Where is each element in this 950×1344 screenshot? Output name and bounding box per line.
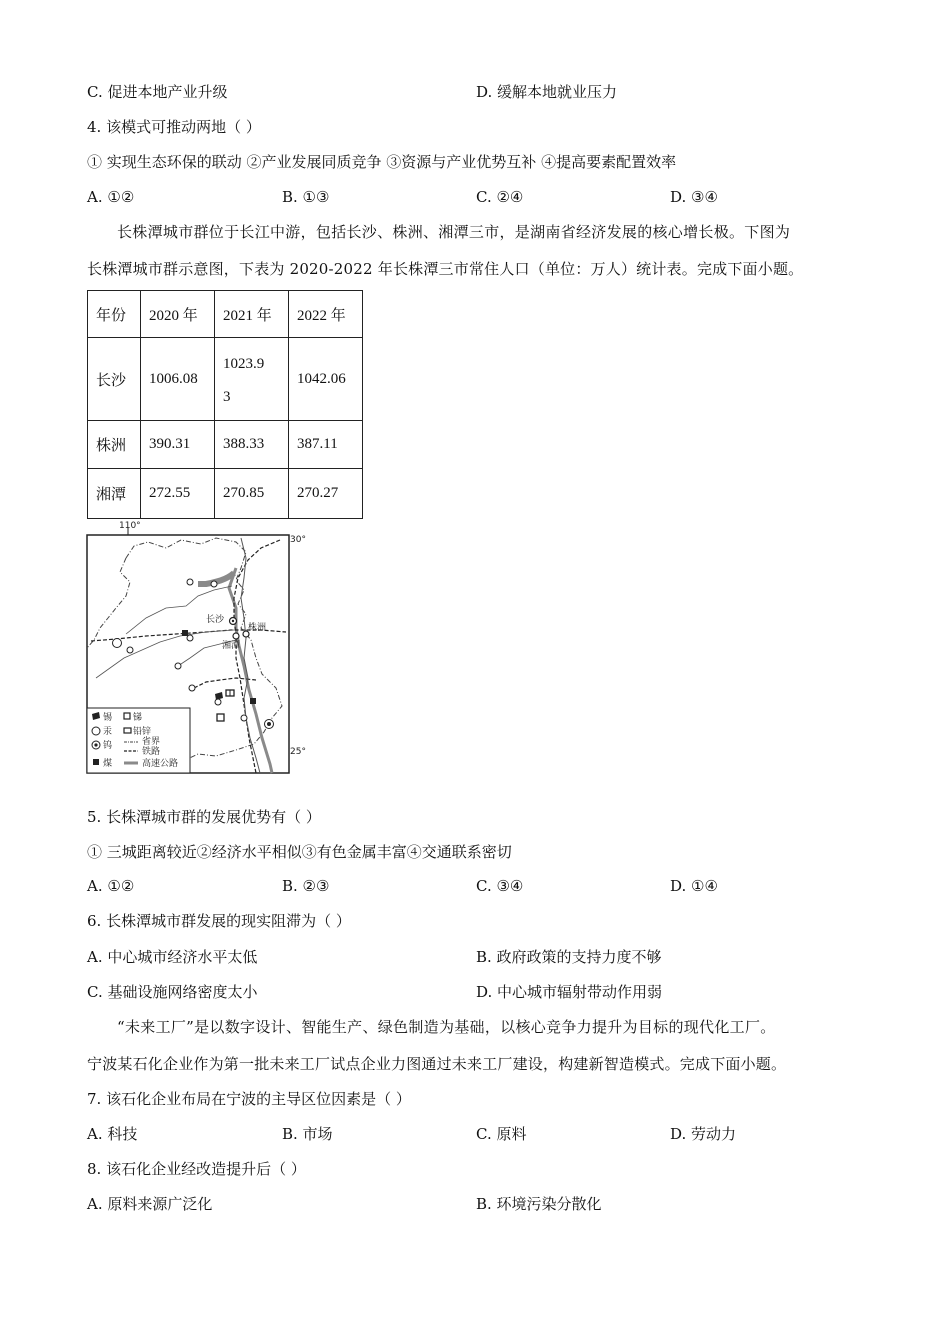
table-cell-part: 3 xyxy=(223,389,231,405)
legend-leadzinc: 铅锌 xyxy=(133,727,152,737)
table-row xyxy=(88,338,363,421)
table-cell-part: 1023.9 xyxy=(223,356,265,372)
table-cell-city: 长沙 xyxy=(88,338,141,421)
table-header: 2020 年 xyxy=(141,291,215,338)
population-table xyxy=(87,290,363,519)
lon-label: 110° xyxy=(119,521,141,531)
intro1-line1: 长株潭城市群位于长江中游，包括长沙、株洲、湘潭三市，是湖南省经济发展的核心增长极。下图为 xyxy=(117,223,791,241)
q7-option-a: A. 科技 xyxy=(87,1125,138,1143)
town-marker xyxy=(241,715,247,721)
legend-tin: 锡 xyxy=(103,713,113,723)
table-cell: 390.31 xyxy=(141,421,215,469)
q4-option-c: C. ②④ xyxy=(476,188,524,206)
legend-antimony: 锑 xyxy=(133,713,143,723)
q4-option-d: D. ③④ xyxy=(670,188,718,206)
city-label-changsha: 长沙 xyxy=(206,615,225,625)
table-header: 2022 年 xyxy=(289,291,363,338)
lat-label-bottom: 25° xyxy=(290,747,306,757)
q4-option-a: A. ①② xyxy=(87,188,135,206)
q5-stem: 5. 长株潭城市群的发展优势有（ ） xyxy=(87,808,321,826)
q8-stem: 8. 该石化企业经改造提升后（ ） xyxy=(87,1160,306,1178)
intro2-line1: “未来工厂”是以数字设计、智能生产、绿色制造为基础，以核心竞争力提升为目标的现代化工厂。 xyxy=(117,1018,776,1036)
q5-option-d: D. ①④ xyxy=(670,877,718,895)
q5-option-a: A. ①② xyxy=(87,877,135,895)
city-label-zhuzhou: 株洲 xyxy=(248,623,267,633)
q5-statements: ① 三城距离较近②经济水平相似③有色金属丰富④交通联系密切 xyxy=(87,843,512,861)
legend-coal: 煤 xyxy=(103,759,113,769)
table-cell: 270.27 xyxy=(289,469,363,519)
table-row xyxy=(88,469,363,519)
town-marker xyxy=(215,699,221,705)
q6-option-c: C. 基础设施网络密度太小 xyxy=(87,983,258,1001)
table-cell: 270.85 xyxy=(215,469,289,519)
legend-tungsten: 钨 xyxy=(103,741,113,751)
table-cell: 1006.08 xyxy=(141,338,215,421)
q5-option-c: C. ③④ xyxy=(476,877,524,895)
q7-option-b: B. 市场 xyxy=(282,1125,333,1143)
table-cell: 387.11 xyxy=(289,421,363,469)
intro1-line2: 长株潭城市群示意图，下表为 2020-2022 年长株潭三市常住人口（单位：万人）统计表。完成下面小题。 xyxy=(87,260,804,278)
city-marker-xiangtan xyxy=(233,633,239,639)
q6-option-d: D. 中心城市辐射带动作用弱 xyxy=(476,983,663,1001)
town-marker xyxy=(187,579,193,585)
city-label-xiangtan: 湘潭 xyxy=(222,641,241,651)
table-header: 2021 年 xyxy=(215,291,289,338)
table-header-row xyxy=(88,291,363,338)
table-cell-city: 湘潭 xyxy=(88,469,141,519)
coal-symbol xyxy=(182,630,188,636)
town-marker xyxy=(175,663,181,669)
q6-stem: 6. 长株潭城市群发展的现实阻滞为（ ） xyxy=(87,912,351,930)
town-marker xyxy=(211,581,217,587)
q3-option-c: C. 促进本地产业升级 xyxy=(87,83,228,101)
city-cluster-map xyxy=(86,518,316,776)
town-marker xyxy=(189,685,195,691)
legend-antimony-icon xyxy=(124,713,130,719)
legend-mercury: 汞 xyxy=(103,727,113,737)
table-cell: 1042.06 xyxy=(289,338,363,421)
table-cell: 272.55 xyxy=(141,469,215,519)
q4-statements: ① 实现生态环保的联动 ②产业发展同质竞争 ③资源与产业优势互补 ④提高要素配置效率 xyxy=(87,153,677,171)
legend-coal-icon xyxy=(93,759,99,765)
q5-option-b: B. ②③ xyxy=(282,877,330,895)
table-cell xyxy=(215,338,289,421)
antimony-symbol xyxy=(217,714,224,721)
coal-symbol xyxy=(250,698,256,704)
q4-option-b: B. ①③ xyxy=(282,188,330,206)
q7-stem: 7. 该石化企业布局在宁波的主导区位因素是（ ） xyxy=(87,1090,411,1108)
table-row xyxy=(88,421,363,469)
q6-option-b: B. 政府政策的支持力度不够 xyxy=(476,948,662,966)
table-cell: 388.33 xyxy=(215,421,289,469)
q3-option-d: D. 缓解本地就业压力 xyxy=(476,83,618,101)
q6-option-a: A. 中心城市经济水平太低 xyxy=(87,948,258,966)
q8-option-a: A. 原料来源广泛化 xyxy=(87,1195,213,1213)
legend-boundary: 省界 xyxy=(142,737,161,747)
legend-mercury-icon xyxy=(92,727,100,735)
town-marker xyxy=(127,647,133,653)
q8-option-b: B. 环境污染分散化 xyxy=(476,1195,602,1213)
lat-label-top: 30° xyxy=(290,535,306,545)
legend-highway: 高速公路 xyxy=(142,759,179,769)
q7-option-c: C. 原料 xyxy=(476,1125,527,1143)
mercury-symbol xyxy=(113,639,122,648)
legend-leadzinc-icon xyxy=(124,728,131,733)
q7-option-d: D. 劳动力 xyxy=(670,1125,737,1143)
table-header: 年份 xyxy=(88,291,141,338)
legend-railway: 铁路 xyxy=(142,747,161,757)
table-cell-city: 株洲 xyxy=(88,421,141,469)
intro2-line2: 宁波某石化企业作为第一批未来工厂试点企业力图通过未来工厂建设，构建新智造模式。完成下面小题。 xyxy=(87,1055,787,1073)
q4-stem: 4. 该模式可推动两地（ ） xyxy=(87,118,261,136)
